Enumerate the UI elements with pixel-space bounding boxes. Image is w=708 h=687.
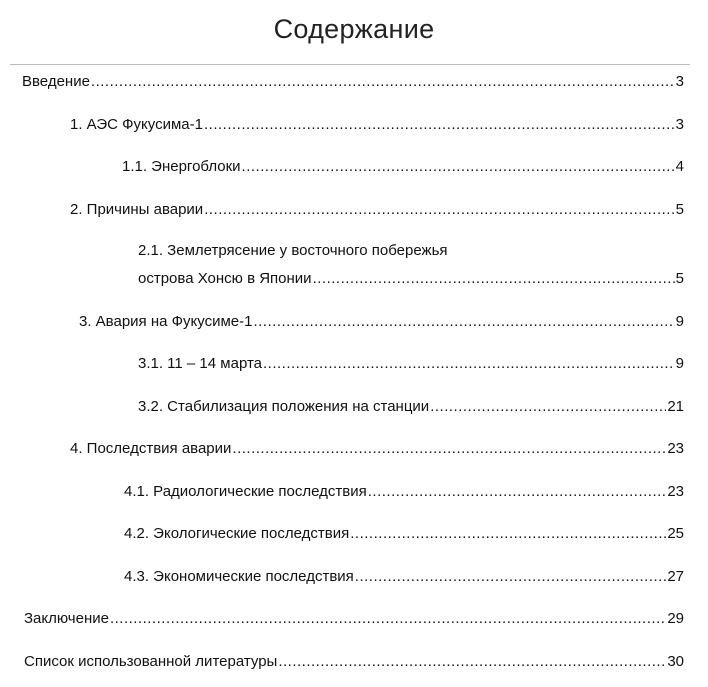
toc-dot-leader (278, 652, 666, 672)
toc-entry-label: 1. АЭС Фукусима-1 (70, 116, 203, 133)
toc-dot-leader (242, 157, 675, 177)
toc-entry-1-1[interactable] (122, 157, 684, 177)
toc-entry-label: 4.2. Экологические последствия (124, 525, 350, 542)
toc-entry-page: 27 (667, 568, 684, 585)
toc-entry-page: 25 (667, 525, 684, 542)
toc-entry-page: 21 (667, 398, 684, 415)
toc-entry-3-1[interactable] (138, 354, 684, 374)
toc-entry-page: 3 (675, 116, 684, 133)
toc-entry-label: 4.3. Экономические последствия (124, 568, 354, 585)
toc-entry-page: 23 (667, 483, 684, 500)
title-divider (10, 64, 690, 65)
toc-entry-conclusion[interactable] (24, 609, 684, 629)
toc-entry-introduction[interactable] (22, 72, 684, 92)
toc-entry-page: 3 (675, 73, 684, 90)
toc-entry-references[interactable] (24, 652, 684, 672)
toc-entry-page: 9 (675, 313, 684, 330)
toc-entry-4-3[interactable] (124, 567, 684, 587)
toc-entry-label: 2. Причины аварии (70, 201, 204, 218)
toc-entry-page: 5 (675, 201, 684, 218)
toc-entry-label: Введение (22, 73, 90, 90)
toc-entry-label: 1.1. Энергоблоки (122, 158, 241, 175)
toc-dot-leader (368, 482, 667, 502)
toc-dot-leader (355, 567, 667, 587)
toc-dot-leader (91, 72, 675, 92)
toc-entry-label: острова Хонсю в Японии (138, 270, 312, 287)
toc-entry-2-1[interactable] (138, 269, 684, 289)
toc-dot-leader (110, 609, 666, 629)
toc-entry-label: Список использованной литературы (24, 653, 278, 670)
toc-entry-label: 3.2. Стабилизация положения на станции (138, 398, 430, 415)
toc-dot-leader (313, 269, 675, 289)
toc-entry-label: Заключение (24, 610, 109, 627)
toc-entry-page: 29 (667, 610, 684, 627)
toc-dot-leader (350, 524, 666, 544)
toc-entry-4-1[interactable] (124, 482, 684, 502)
toc-dot-leader (204, 115, 675, 135)
toc-entry-2-1-first-line[interactable]: 2.1. Землетрясение у восточного побережья (138, 242, 448, 259)
toc-dot-leader (253, 312, 674, 332)
toc-entry-label: 3. Авария на Фукусиме-1 (79, 313, 253, 330)
toc-entry-3[interactable] (79, 312, 684, 332)
toc-dot-leader (430, 397, 666, 417)
page-title: Содержание (273, 14, 435, 44)
toc-entry-4-2[interactable] (124, 524, 684, 544)
toc-entry-page: 23 (667, 440, 684, 457)
toc-entry-page: 5 (675, 270, 684, 287)
toc-entry-1[interactable] (70, 115, 684, 135)
toc-entry-page: 30 (667, 653, 684, 670)
toc-entry-page: 9 (675, 355, 684, 372)
toc-entry-label: 3.1. 11 – 14 марта (138, 355, 262, 372)
toc-dot-leader (263, 354, 675, 374)
toc-entry-page: 4 (675, 158, 684, 175)
toc-dot-leader (232, 439, 666, 459)
toc-dot-leader (204, 200, 674, 220)
toc-entry-2[interactable] (70, 200, 684, 220)
toc-entry-label: 4.1. Радиологические последствия (124, 483, 367, 500)
toc-entry-label: 4. Последствия аварии (70, 440, 232, 457)
toc-entry-3-2[interactable] (138, 397, 684, 417)
toc-entry-4[interactable] (70, 439, 684, 459)
